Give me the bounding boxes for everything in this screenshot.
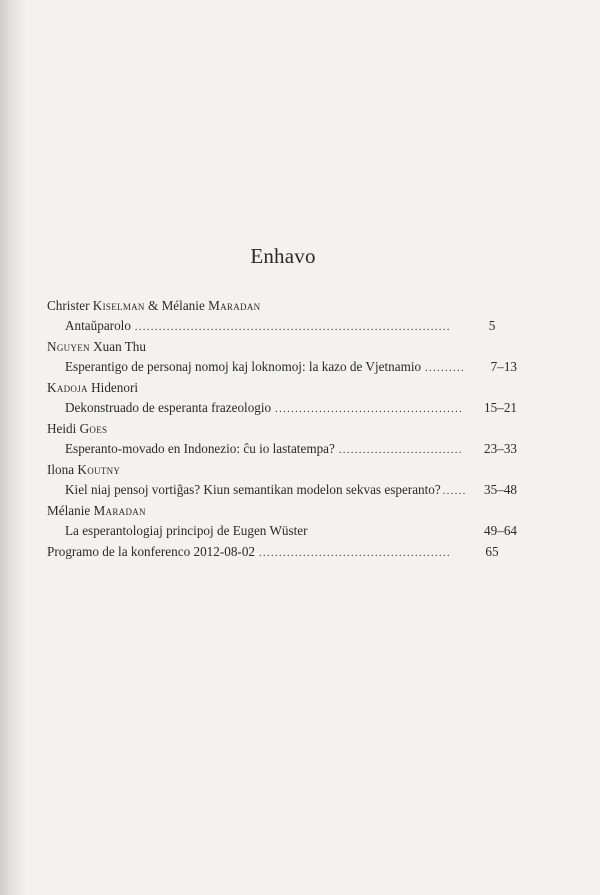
toc-entry-pages: 15–21 xyxy=(484,399,517,415)
toc-entry-pages: 35–48 xyxy=(484,481,517,497)
toc-entry[interactable] xyxy=(47,398,517,420)
toc-entry[interactable] xyxy=(47,521,517,543)
toc-entry-title: La esperantologiaj principoj de Eugen Wüster xyxy=(65,522,308,538)
author-given-name: Xuan Thu xyxy=(89,339,146,354)
dot-leader xyxy=(259,542,451,564)
author-separator: & Mélanie xyxy=(144,298,209,313)
toc-author xyxy=(47,296,517,316)
dot-leader xyxy=(275,398,463,420)
author-given-name: Ilona xyxy=(47,462,78,477)
toc-author xyxy=(47,419,517,439)
author-family-name: Maradan xyxy=(208,298,261,313)
author-family-name: Maradan xyxy=(93,503,146,518)
toc-entry[interactable] xyxy=(47,439,517,461)
toc-author xyxy=(47,337,517,357)
dot-leader xyxy=(443,480,465,502)
author-family-name: Kadoja xyxy=(47,380,88,395)
toc-author xyxy=(47,378,517,398)
toc-entry[interactable] xyxy=(47,357,517,379)
author-given-name: Heidi xyxy=(47,421,80,436)
toc-entry[interactable] xyxy=(47,480,517,502)
page-title: Enhavo xyxy=(250,244,316,268)
toc-entry-title: Antaŭparolo xyxy=(65,317,131,333)
author-family-name: Kiselman xyxy=(92,298,145,313)
author-given-name: Hidenori xyxy=(87,380,139,395)
author-given-name: Christer xyxy=(47,298,93,313)
author-family-name: Koutny xyxy=(77,462,121,477)
toc-entry-title: Kiel niaj pensoj vortiĝas? Kiun semantikan modelon sekvas esperanto? xyxy=(65,481,441,497)
author-given-name: Mélanie xyxy=(47,503,94,518)
toc-entry[interactable] xyxy=(47,542,517,564)
toc-entry-title: Esperanto-movado en Indonezio: ĉu io lastatempa? xyxy=(65,440,335,456)
toc-entry-title: Programo de la konferenco 2012-08-02 xyxy=(47,544,256,559)
toc-entry-pages: 49–64 xyxy=(484,522,517,538)
dot-leader xyxy=(339,439,463,461)
toc-entry-pages: 23–33 xyxy=(484,440,517,456)
toc-author xyxy=(47,501,517,521)
toc-author xyxy=(47,460,517,480)
toc-entry-title: Dekonstruado de esperanta frazeologio xyxy=(65,399,272,415)
toc-entry-title: Esperantigo de personaj nomoj kaj loknomoj: la kazo de Vjetnamio xyxy=(65,358,422,374)
toc-entry-pages: 65 xyxy=(485,544,499,559)
table-of-contents xyxy=(47,296,517,564)
toc-entry[interactable] xyxy=(47,316,517,338)
author-family-name: Nguyen xyxy=(47,339,90,354)
author-family-name: Goes xyxy=(79,421,108,436)
toc-entry-pages: 7–13 xyxy=(490,358,517,374)
dot-leader xyxy=(425,357,463,379)
toc-entry-pages: 5 xyxy=(488,317,496,333)
dot-leader xyxy=(135,316,451,338)
